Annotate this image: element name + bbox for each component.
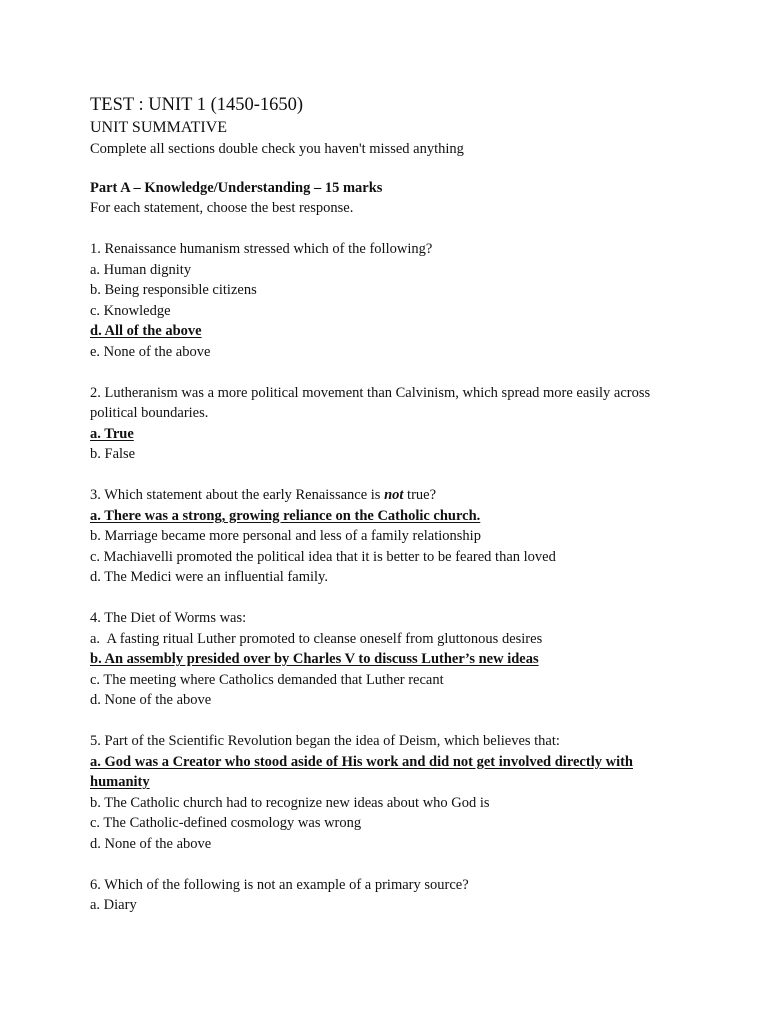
answer-option: c. The Catholic-defined cosmology was wrong	[90, 815, 362, 831]
answer-option: a. Diary	[90, 897, 137, 913]
answer-option: c. Knowledge	[90, 302, 171, 319]
answer-option: c. Machiavelli promoted the political idea that it is better to be feared than loved	[90, 548, 556, 565]
test-subtitle: UNIT SUMMATIVE	[90, 119, 228, 136]
correct-answer-option: d. All of the above	[90, 323, 202, 339]
question-stem-end: true?	[403, 487, 437, 503]
question-stem-emphasis: not	[384, 487, 404, 503]
correct-answer-option: a. God was a Creator who stood aside of His work and did not get involved directly with humanity	[90, 753, 633, 790]
question-stem: 2. Lutheranism was a more political movement than Calvinism, which spread more easily across political boundaries.	[90, 384, 651, 421]
answer-option: b. Being responsible citizens	[90, 282, 257, 298]
answer-option: e. None of the above	[90, 343, 211, 360]
question-stem: 4. The Diet of Worms was:	[90, 610, 247, 626]
document-page	[90, 93, 690, 916]
answer-option: a. A fasting ritual Luther promoted to cleanse oneself from gluttonous desires	[90, 630, 543, 647]
question-stem: 6. Which of the following is not an example of a primary source?	[90, 876, 469, 893]
answer-option: c. The meeting where Catholics demanded that Luther recant	[90, 671, 444, 688]
test-title: TEST : UNIT 1 (1450-1650)	[90, 95, 304, 115]
part-a-intro: For each statement, choose the best response.	[90, 200, 354, 216]
question-2	[90, 383, 690, 465]
answer-option: d. None of the above	[90, 835, 212, 852]
question-4	[90, 608, 690, 711]
correct-answer-option: b. An assembly presided over by Charles V to discuss Luther’s new ideas	[90, 651, 539, 667]
question-1	[90, 239, 690, 362]
answer-option: a. Human dignity	[90, 261, 192, 278]
question-stem	[90, 485, 690, 506]
test-instructions: Complete all sections double check you haven't missed anything	[90, 141, 464, 157]
question-6	[90, 875, 690, 916]
answer-option: b. Marriage became more personal and less of a family relationship	[90, 528, 481, 544]
correct-answer-option: a. True	[90, 425, 134, 442]
correct-answer-option: a. There was a strong, growing reliance on the Catholic church.	[90, 507, 481, 524]
question-stem: 5. Part of the Scientific Revolution began the idea of Deism, which believes that:	[90, 733, 560, 749]
answer-option: b. False	[90, 446, 136, 462]
answer-option: b. The Catholic church had to recognize new ideas about who God is	[90, 794, 490, 811]
question-5	[90, 731, 690, 854]
answer-option: d. None of the above	[90, 692, 212, 708]
part-a-heading: Part A – Knowledge/Understanding – 15 marks	[90, 179, 383, 196]
question-stem: 1. Renaissance humanism stressed which of the following?	[90, 241, 433, 257]
question-3	[90, 485, 690, 588]
answer-option: d. The Medici were an influential family.	[90, 569, 328, 585]
question-stem-start: 3. Which statement about the early Renaissance is	[90, 487, 385, 503]
